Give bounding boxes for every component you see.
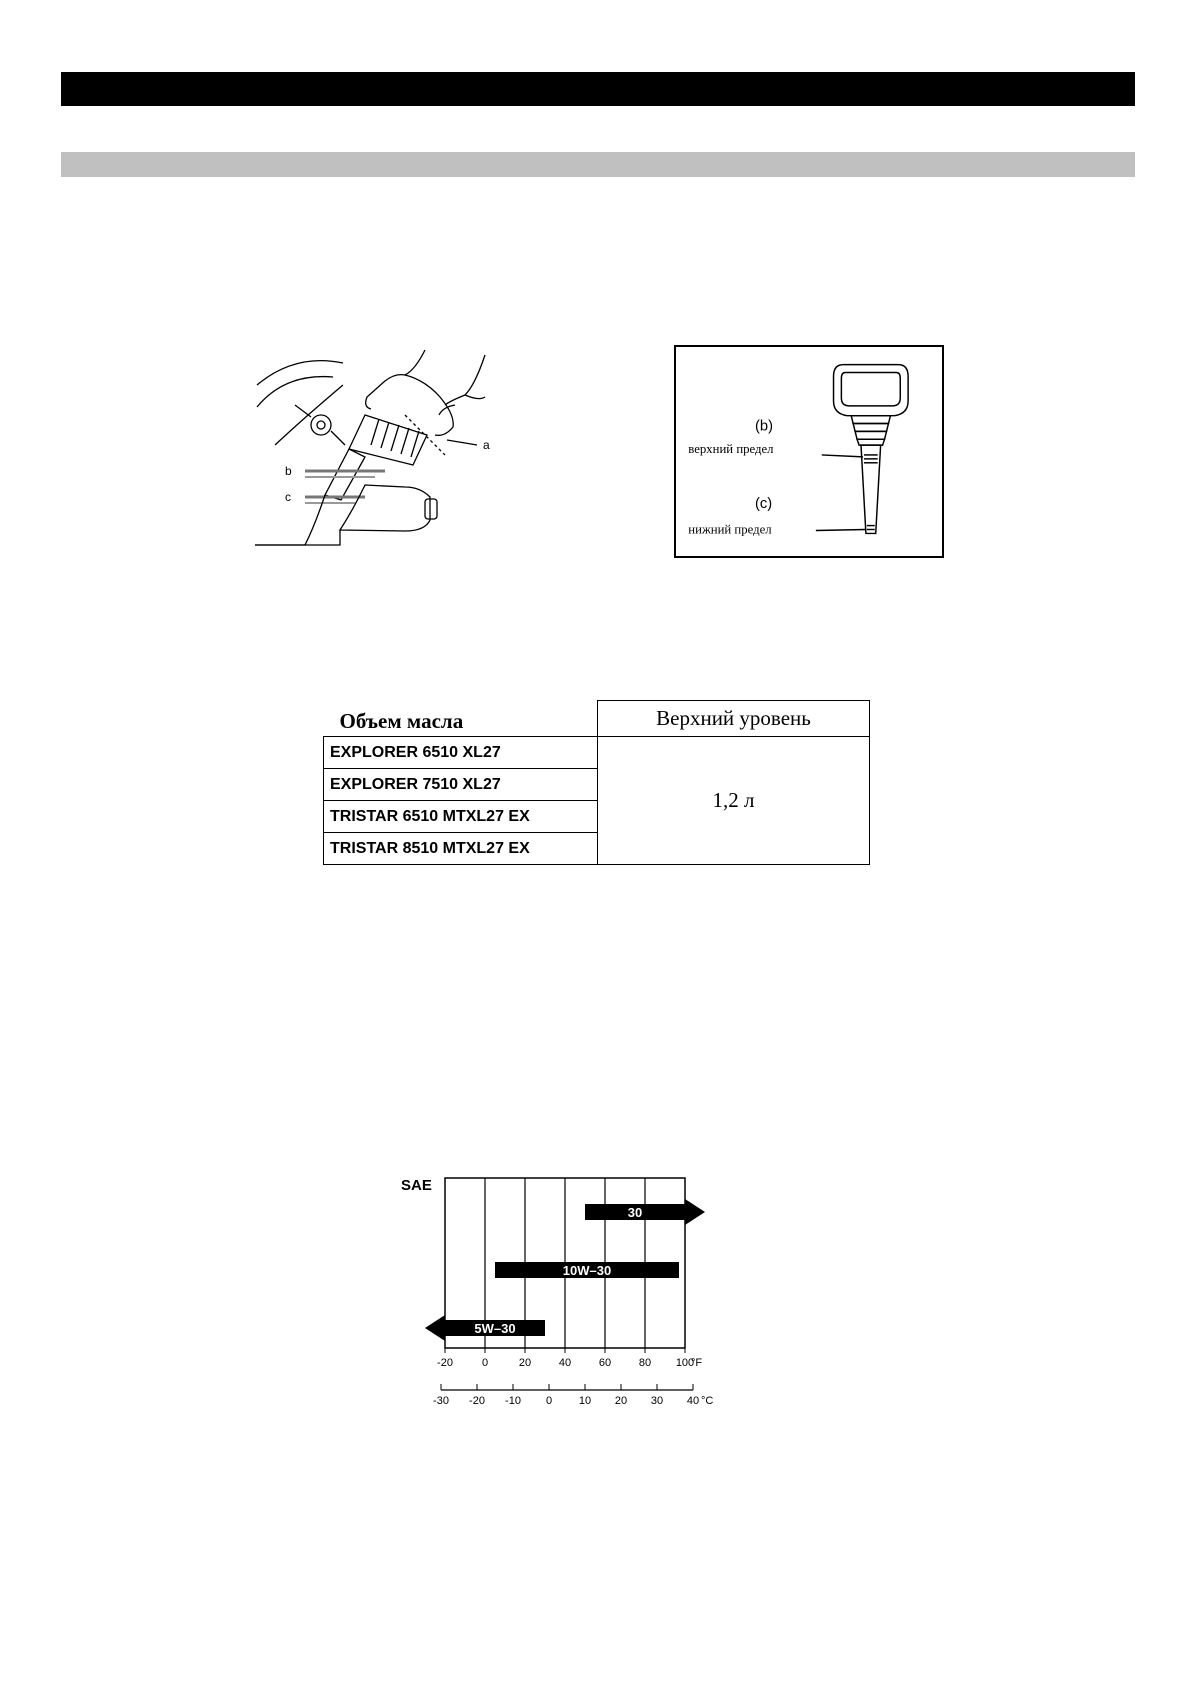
c-tick-label: 30 (650, 1395, 664, 1407)
oil-volume-table (323, 700, 870, 865)
label-a: a (483, 438, 490, 452)
c-tick-label: 0 (545, 1395, 553, 1407)
table-row-model: EXPLORER 7510 XL27 (324, 769, 598, 801)
header-bar (61, 72, 1135, 106)
upper-limit-label: верхний предел (688, 441, 774, 456)
f-tick-label: -20 (437, 1357, 453, 1369)
label-b-right: (b) (755, 418, 774, 435)
chart-title: SAE (401, 1177, 432, 1194)
c-tick-label: 40 (686, 1395, 700, 1407)
f-unit-label: °F (691, 1357, 703, 1369)
bar-label: 5W–30 (474, 1321, 516, 1336)
table-header-oil-volume: Объем масла (324, 701, 598, 737)
f-tick-label: 60 (598, 1357, 612, 1369)
table-row-model: TRISTAR 8510 MTXL27 EX (324, 833, 598, 865)
table-row-model: EXPLORER 6510 XL27 (324, 737, 598, 769)
dipstick-limits-illustration (674, 345, 944, 558)
c-tick-label: -30 (433, 1395, 449, 1407)
label-c-right: (c) (755, 495, 773, 512)
label-b: b (285, 464, 292, 478)
oil-volume-value: 1,2 л (598, 737, 870, 865)
section-bar (61, 152, 1135, 177)
dipstick-insertion-illustration (255, 345, 535, 570)
sae-viscosity-chart (395, 1170, 795, 1410)
c-tick-label: -10 (505, 1395, 521, 1407)
c-tick-label: -20 (469, 1395, 485, 1407)
bar-label: 30 (627, 1205, 643, 1220)
f-tick-label: 80 (638, 1357, 652, 1369)
f-tick-label: 20 (518, 1357, 532, 1369)
lower-limit-label: нижний предел (688, 522, 772, 537)
f-tick-label: 40 (558, 1357, 572, 1369)
table-header-upper-level: Верхний уровень (598, 701, 870, 737)
table-row-model: TRISTAR 6510 MTXL27 EX (324, 801, 598, 833)
f-tick-label: 100 (675, 1357, 695, 1369)
f-tick-label: 0 (481, 1357, 489, 1369)
c-tick-label: 20 (614, 1395, 628, 1407)
label-c: c (285, 490, 291, 504)
c-unit-label: °C (701, 1395, 714, 1407)
c-tick-label: 10 (578, 1395, 592, 1407)
bar-label: 10W–30 (562, 1263, 612, 1278)
